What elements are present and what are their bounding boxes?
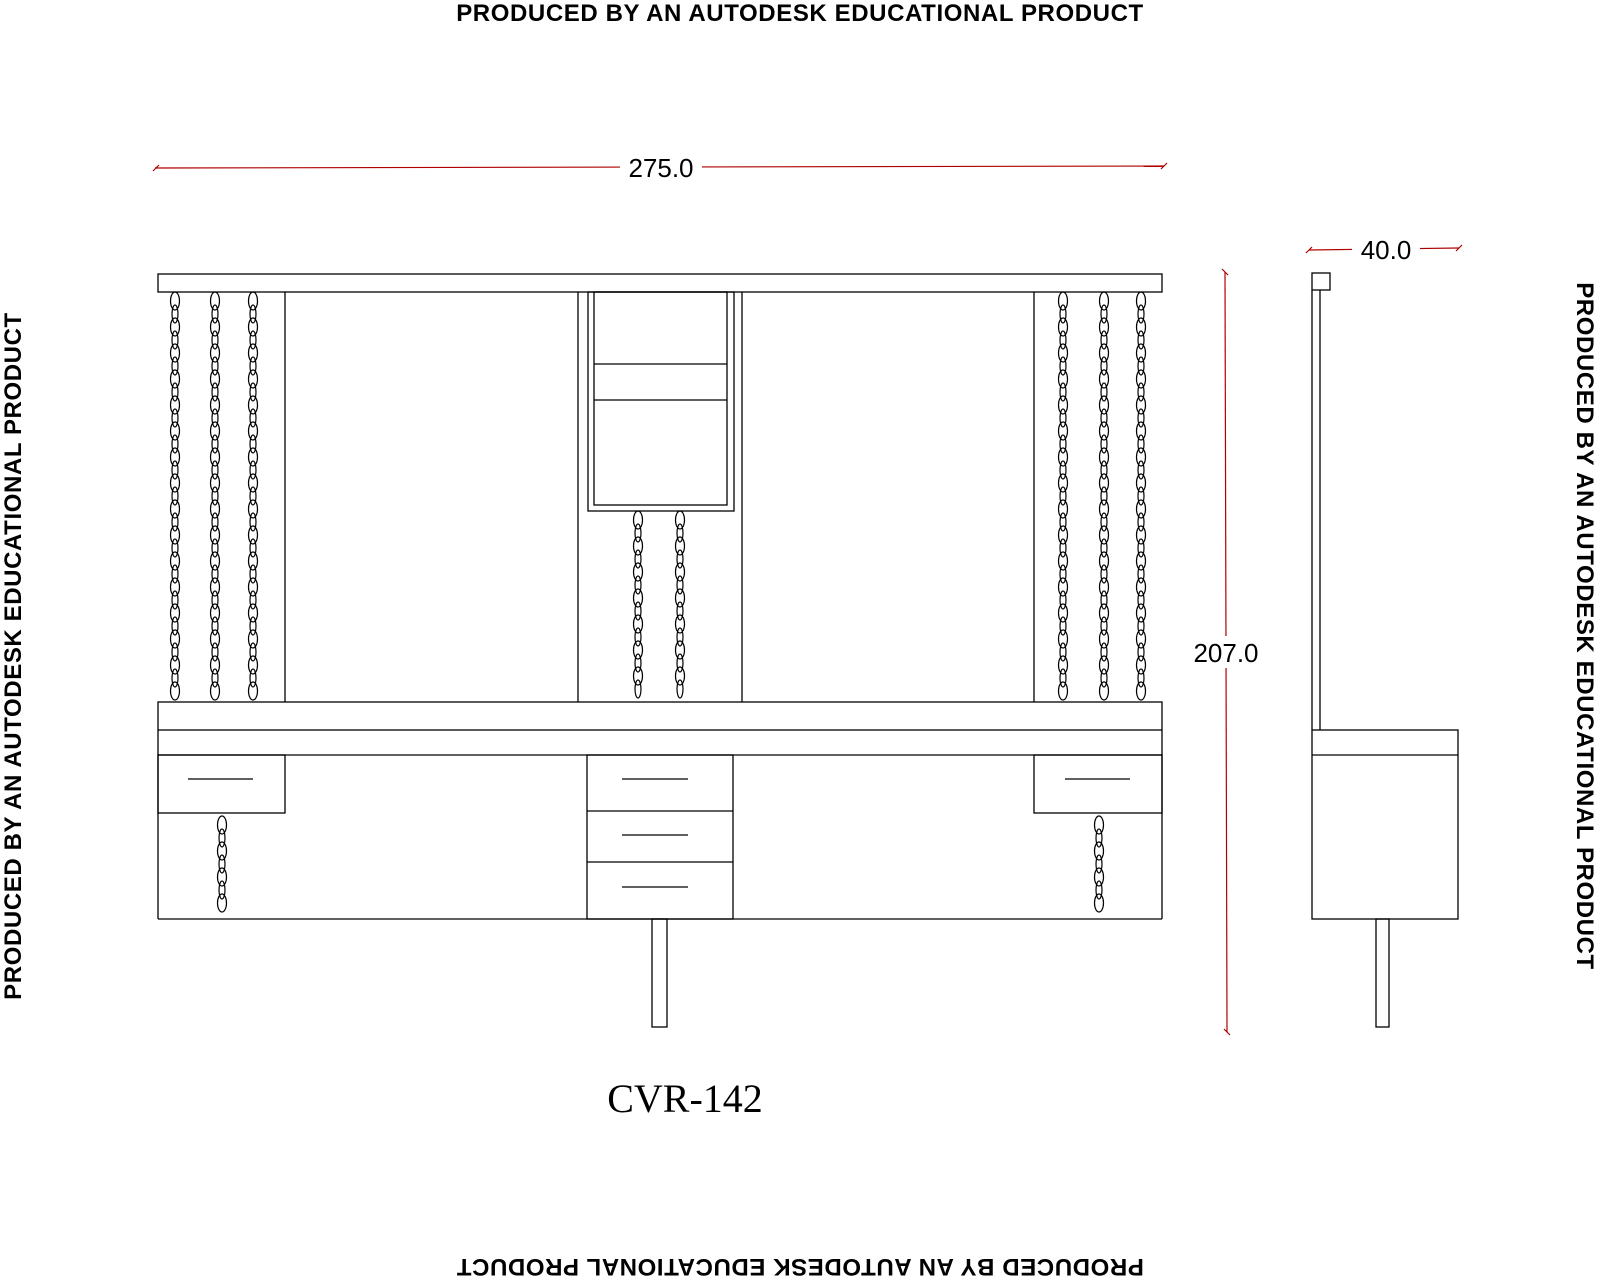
counter-top xyxy=(158,702,1162,730)
chain-link xyxy=(1059,630,1068,648)
chain-link xyxy=(250,331,256,349)
chain-link xyxy=(212,409,218,427)
chain-link xyxy=(249,422,258,440)
chain-link xyxy=(249,370,258,388)
chain-link xyxy=(1101,409,1107,427)
chain-link xyxy=(1100,552,1109,570)
chain-link xyxy=(1100,604,1109,622)
chain-link xyxy=(1059,318,1068,336)
chain-link xyxy=(635,628,641,646)
chain-link xyxy=(172,435,178,453)
chain-link xyxy=(250,305,256,323)
chain-link xyxy=(250,513,256,531)
chain-link xyxy=(1100,682,1109,700)
chain-link xyxy=(1059,656,1068,674)
chain-link xyxy=(1059,500,1068,518)
chain-link xyxy=(218,816,227,834)
chain-link xyxy=(171,656,180,674)
chain-link xyxy=(634,563,643,581)
chain-link xyxy=(211,500,220,518)
chain-link xyxy=(171,578,180,596)
chain-link xyxy=(1095,842,1104,860)
chain-link xyxy=(1137,526,1146,544)
chain-link xyxy=(212,383,218,401)
chain-link xyxy=(172,565,178,583)
drawer-right xyxy=(1034,755,1162,813)
chain-link xyxy=(250,435,256,453)
mirror-frame-inner xyxy=(594,292,727,505)
chain-link xyxy=(1100,578,1109,596)
chain-link xyxy=(1096,855,1102,873)
dimension-height xyxy=(1187,269,1267,1035)
decorative-chains xyxy=(171,292,1146,912)
chain-link xyxy=(1101,669,1107,687)
chain-link xyxy=(1137,318,1146,336)
chain-link xyxy=(211,370,220,388)
chain-link xyxy=(211,604,220,622)
chain-link xyxy=(172,591,178,609)
chain-link xyxy=(219,881,225,899)
chain-link xyxy=(635,550,641,568)
chain-link xyxy=(171,630,180,648)
chain-link xyxy=(211,292,220,310)
chain-link xyxy=(1060,461,1066,479)
chain-link xyxy=(1101,539,1107,557)
chain-link xyxy=(249,292,258,310)
chain-link xyxy=(1138,513,1144,531)
chain-link xyxy=(1101,461,1107,479)
chain-link xyxy=(211,630,220,648)
watermark-right: PRODUCED BY AN AUTODESK EDUCATIONAL PRODUCT xyxy=(1571,282,1598,970)
chain-link xyxy=(211,422,220,440)
chain-link xyxy=(249,344,258,362)
chain-link xyxy=(1138,669,1144,687)
chain-link xyxy=(1101,591,1107,609)
chain-link xyxy=(1101,305,1107,323)
top-shelf xyxy=(158,274,1162,292)
chain-link xyxy=(634,589,643,607)
chain-link xyxy=(212,565,218,583)
chain-link xyxy=(1138,435,1144,453)
chain-link xyxy=(1059,292,1068,310)
side-base-cabinet xyxy=(1312,730,1458,919)
chain-link xyxy=(249,396,258,414)
chain-link xyxy=(635,602,641,620)
chain-link xyxy=(1060,513,1066,531)
chain-link xyxy=(250,539,256,557)
side-pedestal-leg xyxy=(1376,919,1389,1027)
chain-link xyxy=(249,474,258,492)
chain-link xyxy=(249,448,258,466)
chain-link xyxy=(1100,422,1109,440)
chain-link xyxy=(219,855,225,873)
dimension-width-label: 275.0 xyxy=(628,153,694,183)
chain-link xyxy=(1100,396,1109,414)
chain-link xyxy=(634,511,643,529)
chain-link xyxy=(172,461,178,479)
chain-link xyxy=(635,680,641,698)
chain-link xyxy=(634,615,643,633)
chain-link xyxy=(1137,552,1146,570)
chain-link xyxy=(171,344,180,362)
chain-link xyxy=(171,526,180,544)
chain-link xyxy=(677,680,683,698)
chain-link xyxy=(1060,565,1066,583)
chain-link xyxy=(212,461,218,479)
chain-link xyxy=(1137,604,1146,622)
chain-link xyxy=(676,511,685,529)
chain-link xyxy=(1137,448,1146,466)
chain-link xyxy=(171,292,180,310)
chain-link xyxy=(634,667,643,685)
chain-link xyxy=(1059,682,1068,700)
chain-link xyxy=(1138,357,1144,375)
chain-link xyxy=(1095,816,1104,834)
chain-link xyxy=(635,576,641,594)
chain-link xyxy=(212,487,218,505)
chain-link xyxy=(250,565,256,583)
chain-link xyxy=(172,539,178,557)
chain-link xyxy=(249,604,258,622)
chain-link xyxy=(212,669,218,687)
chain-link xyxy=(1137,422,1146,440)
chain-link xyxy=(211,474,220,492)
chain-link xyxy=(1137,370,1146,388)
chain-link xyxy=(1096,881,1102,899)
chain-link xyxy=(1100,292,1109,310)
chain-link xyxy=(249,656,258,674)
chain-link xyxy=(1096,829,1102,847)
chain-link xyxy=(250,669,256,687)
chain-link xyxy=(1138,487,1144,505)
chain-link xyxy=(250,383,256,401)
chain-link xyxy=(250,357,256,375)
chain-link xyxy=(250,409,256,427)
mirror-frame-outer xyxy=(588,292,734,511)
watermark-left: PRODUCED BY AN AUTODESK EDUCATIONAL PRODUCT xyxy=(0,312,27,1000)
chain-link xyxy=(676,615,685,633)
chain-link xyxy=(1059,448,1068,466)
chain-link xyxy=(1138,305,1144,323)
chain-link xyxy=(1100,526,1109,544)
chain-link xyxy=(171,422,180,440)
chain-link xyxy=(172,409,178,427)
chain-link xyxy=(634,537,643,555)
chain-link xyxy=(676,667,685,685)
chain-link xyxy=(1059,526,1068,544)
chain-link xyxy=(249,682,258,700)
chain-link xyxy=(1137,474,1146,492)
chain-link xyxy=(218,868,227,886)
chain-link xyxy=(677,524,683,542)
chain-link xyxy=(1101,565,1107,583)
chain-link xyxy=(1095,868,1104,886)
chain-link xyxy=(171,448,180,466)
chain-link xyxy=(677,550,683,568)
chain-link xyxy=(249,526,258,544)
chain-link xyxy=(1060,331,1066,349)
chain-link xyxy=(1138,643,1144,661)
chain-link xyxy=(1138,461,1144,479)
chain-link xyxy=(212,435,218,453)
chain-link xyxy=(677,628,683,646)
chain-link xyxy=(172,669,178,687)
chain-link xyxy=(1101,383,1107,401)
chain-link xyxy=(218,842,227,860)
chain-link xyxy=(1059,396,1068,414)
chain-link xyxy=(250,487,256,505)
chain-link xyxy=(172,305,178,323)
chain-link xyxy=(249,500,258,518)
chain-link xyxy=(1059,344,1068,362)
chain-link xyxy=(1101,643,1107,661)
pedestal-leg xyxy=(652,919,667,1027)
chain-link xyxy=(211,526,220,544)
dimension-height-label: 207.0 xyxy=(1193,638,1259,668)
chain-link xyxy=(250,643,256,661)
chain-link xyxy=(1137,578,1146,596)
chain-link xyxy=(171,500,180,518)
dimension-depth xyxy=(1306,233,1462,265)
chain-link xyxy=(677,654,683,672)
chain-link xyxy=(171,396,180,414)
chain-link xyxy=(212,305,218,323)
chain-link xyxy=(1060,643,1066,661)
chain-link xyxy=(171,604,180,622)
chain-link xyxy=(1060,669,1066,687)
chain-link xyxy=(211,552,220,570)
chain-link xyxy=(219,829,225,847)
chain-link xyxy=(1137,344,1146,362)
chain-link xyxy=(171,682,180,700)
chain-link xyxy=(1060,357,1066,375)
chain-link xyxy=(1138,565,1144,583)
chain-link xyxy=(1060,409,1066,427)
chain-link xyxy=(676,563,685,581)
chain-link xyxy=(1100,318,1109,336)
chain-link xyxy=(249,578,258,596)
chain-link xyxy=(211,344,220,362)
chain-link xyxy=(1137,500,1146,518)
chain-link xyxy=(1101,487,1107,505)
chain-link xyxy=(1137,396,1146,414)
chain-link xyxy=(1137,682,1146,700)
watermark-top: PRODUCED BY AN AUTODESK EDUCATIONAL PRODUCT xyxy=(456,0,1144,27)
chain-link xyxy=(211,656,220,674)
chain-link xyxy=(676,589,685,607)
chain-link xyxy=(1137,630,1146,648)
chain-link xyxy=(212,617,218,635)
chain-link xyxy=(635,654,641,672)
chain-link xyxy=(249,552,258,570)
chain-link xyxy=(1059,604,1068,622)
side-elevation xyxy=(1312,273,1458,1027)
chain-link xyxy=(1101,357,1107,375)
chain-link xyxy=(212,539,218,557)
drawer-left xyxy=(158,755,285,813)
chain-link xyxy=(1138,591,1144,609)
chain-link xyxy=(250,591,256,609)
chain-link xyxy=(172,383,178,401)
chain-link xyxy=(1059,422,1068,440)
chain-link xyxy=(171,318,180,336)
chain-link xyxy=(1060,539,1066,557)
chain-link xyxy=(677,576,683,594)
chain-link xyxy=(1138,617,1144,635)
chain-link xyxy=(676,641,685,659)
chain-link xyxy=(1060,435,1066,453)
chain-link xyxy=(1100,344,1109,362)
dimension-depth-label: 40.0 xyxy=(1360,235,1412,265)
chain-link xyxy=(635,524,641,542)
chain-link xyxy=(171,552,180,570)
chain-link xyxy=(171,474,180,492)
chain-link xyxy=(172,513,178,531)
chain-link xyxy=(1137,656,1146,674)
chain-link xyxy=(1060,383,1066,401)
chain-link xyxy=(211,578,220,596)
chain-link xyxy=(212,357,218,375)
chain-link xyxy=(1059,552,1068,570)
chain-link xyxy=(212,591,218,609)
chain-link xyxy=(212,513,218,531)
chain-link xyxy=(211,318,220,336)
chain-link xyxy=(677,602,683,620)
chain-link xyxy=(1060,617,1066,635)
chain-link xyxy=(249,318,258,336)
chain-link xyxy=(211,448,220,466)
chain-link xyxy=(634,641,643,659)
chain-link xyxy=(1137,292,1146,310)
chain-link xyxy=(1101,617,1107,635)
chain-link xyxy=(1060,487,1066,505)
chain-link xyxy=(1100,656,1109,674)
chain-link xyxy=(1100,630,1109,648)
chain-link xyxy=(1095,894,1104,912)
chain-link xyxy=(211,682,220,700)
chain-link xyxy=(1138,383,1144,401)
model-code: CVR-142 xyxy=(607,1076,763,1121)
chain-link xyxy=(1100,370,1109,388)
chain-link xyxy=(1138,539,1144,557)
chain-link xyxy=(171,370,180,388)
chain-link xyxy=(1100,500,1109,518)
chain-link xyxy=(676,537,685,555)
chain-link xyxy=(1059,578,1068,596)
chain-link xyxy=(250,617,256,635)
chain-link xyxy=(1101,513,1107,531)
chain-link xyxy=(249,630,258,648)
front-elevation xyxy=(158,274,1162,1027)
chain-link xyxy=(1101,435,1107,453)
chain-link xyxy=(1060,591,1066,609)
chain-link xyxy=(218,894,227,912)
chain-link xyxy=(172,643,178,661)
chain-link xyxy=(211,396,220,414)
chain-link xyxy=(1100,474,1109,492)
chain-link xyxy=(172,357,178,375)
chain-link xyxy=(172,331,178,349)
chain-link xyxy=(172,617,178,635)
chain-link xyxy=(1100,448,1109,466)
chain-link xyxy=(250,461,256,479)
chain-link xyxy=(1059,474,1068,492)
chain-link xyxy=(1059,370,1068,388)
chain-link xyxy=(1101,331,1107,349)
chain-link xyxy=(172,487,178,505)
chain-link xyxy=(212,643,218,661)
chain-link xyxy=(1138,409,1144,427)
chain-link xyxy=(1060,305,1066,323)
chain-link xyxy=(1138,331,1144,349)
side-top-shelf xyxy=(1312,273,1330,290)
chain-link xyxy=(212,331,218,349)
dimension-width xyxy=(153,150,1167,183)
watermark-bottom: PRODUCED BY AN AUTODESK EDUCATIONAL PRODUCT xyxy=(456,1253,1144,1280)
